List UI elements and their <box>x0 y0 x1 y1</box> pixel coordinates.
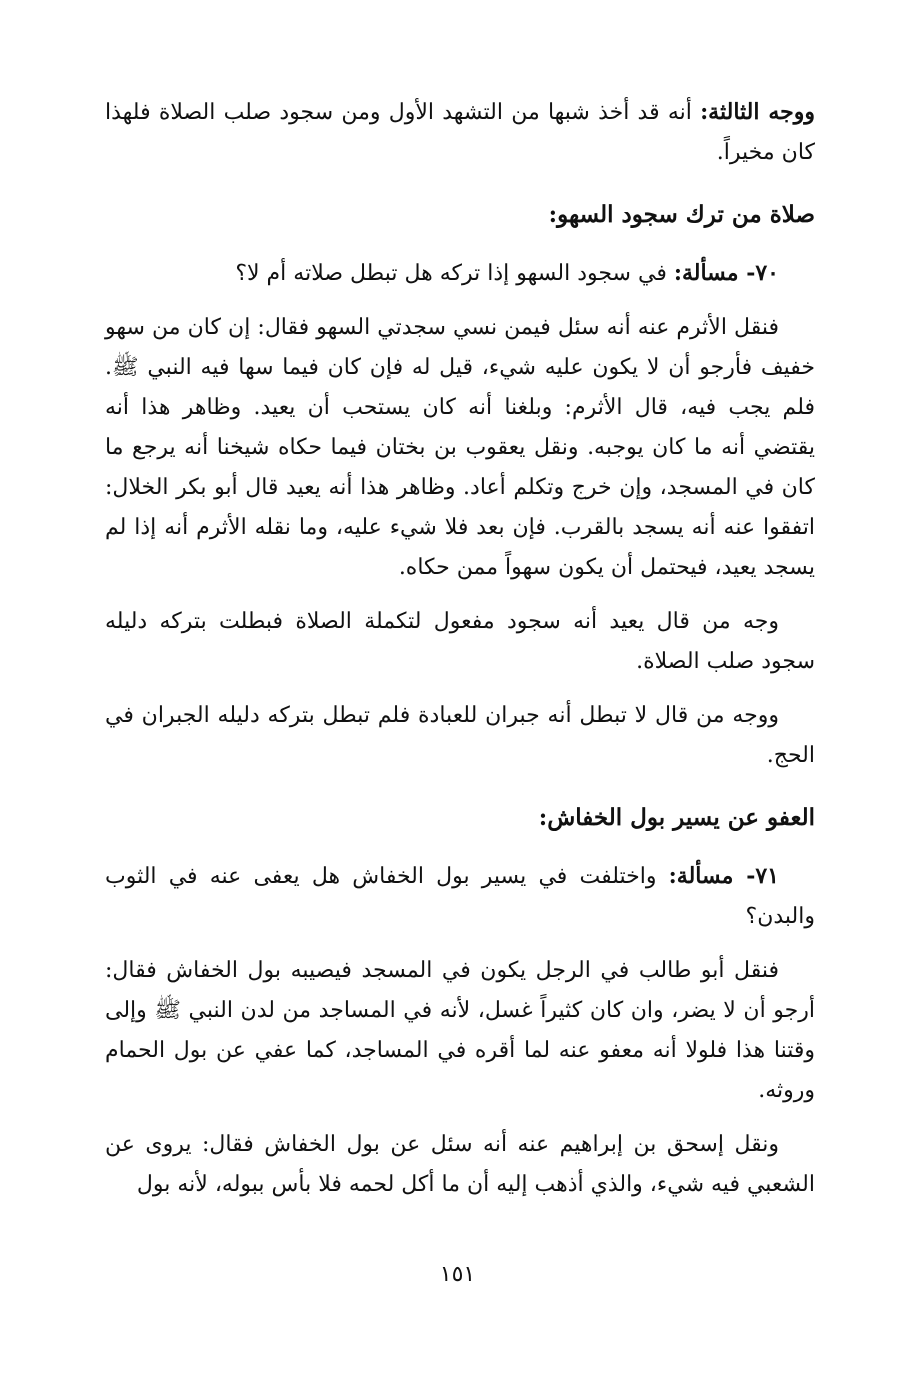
page-body <box>105 92 815 1219</box>
paragraph-text: واختلفت في يسير بول الخفاش هل يعفى عنه في الثوب والبدن؟ <box>105 864 815 929</box>
paragraph-lead: ٧١- مسألة: <box>668 863 779 889</box>
section-heading-bat-urine: العفو عن يسير بول الخفاش: <box>538 804 815 831</box>
paragraph-not-invalid-view <box>105 696 815 776</box>
paragraph-third-aspect <box>105 92 815 173</box>
paragraph-text: فنقل الأثرم عنه أنه سئل فيمن نسي سجدتي السهو فقال: إن كان من سهو خفيف فأرجو أن لا يكون عليه شيء، قيل له فإن كان فيما سها فيه النبي ﷺ. فلم يجب فيه، قال الأثرم: وبلغنا أنه كان يستحب أن يعيد. وظاهر هذا أنه يقتضي أنه ما كان يوجبه. ونقل يعقوب بن بختان فيما حكاه شيخنا أنه يرجع ما كان في المسجد، وإن خرج وتكلم أعاد. وظاهر هذا أنه يعيد قال أبو بكر الخلال: اتفقوا عنه أنه يسجد بالقرب. فإن بعد فلا شيء عليه، وما نقله الأثرم أنه إذا لم يسجد يعيد، فيحتمل أن يكون سهواً ممن حكاه. <box>105 315 815 580</box>
paragraph-text: فنقل أبو طالب في الرجل يكون في المسجد فيصيبه بول الخفاش فقال: أرجو أن لا يضر، وان كان كثيراً غسل، لأنه في المساجد من لدن النبي ﷺ وإلى وقتنا هذا فلولا أنه معفو عنه لما أقره في المساجد، كما عفي عن بول الحمام وروثه. <box>105 958 815 1103</box>
paragraph-issue-71 <box>105 856 815 937</box>
paragraph-ishaq-narration <box>105 1125 815 1205</box>
paragraph-athram-narration <box>105 308 815 588</box>
paragraph-text: وجه من قال يعيد أنه سجود مفعول لتكملة الصلاة فبطلت بتركه دليله سجود صلب الصلاة. <box>105 609 815 674</box>
section-heading-forsaking-sahw: صلاة من ترك سجود السهو: <box>548 201 815 228</box>
paragraph-lead: ٧٠- مسألة: <box>673 260 779 286</box>
paragraph-lead: ووجه الثالثة: <box>700 99 815 125</box>
paragraph-issue-70 <box>105 253 815 294</box>
paragraph-text: أنه قد أخذ شبها من التشهد الأول ومن سجود صلب الصلاة فلهذا كان مخيراً. <box>105 100 815 165</box>
paragraph-text: ونقل إسحق بن إبراهيم عنه أنه سئل عن بول الخفاش فقال: يروى عن الشعبي فيه شيء، والذي أذهب إليه أن ما أكل لحمه فلا بأس ببوله، لأنه بول <box>105 1132 815 1197</box>
paragraph-repeat-view <box>105 602 815 682</box>
page-number: ١٥١ <box>439 1262 476 1287</box>
paragraph-abu-talib-narration <box>105 951 815 1111</box>
paragraph-text: في سجود السهو إذا تركه هل تبطل صلاته أم لا؟ <box>235 261 674 286</box>
paragraph-text: ووجه من قال لا تبطل أنه جبران للعبادة فلم تبطل بتركه دليله الجبران في الحج. <box>105 703 815 768</box>
